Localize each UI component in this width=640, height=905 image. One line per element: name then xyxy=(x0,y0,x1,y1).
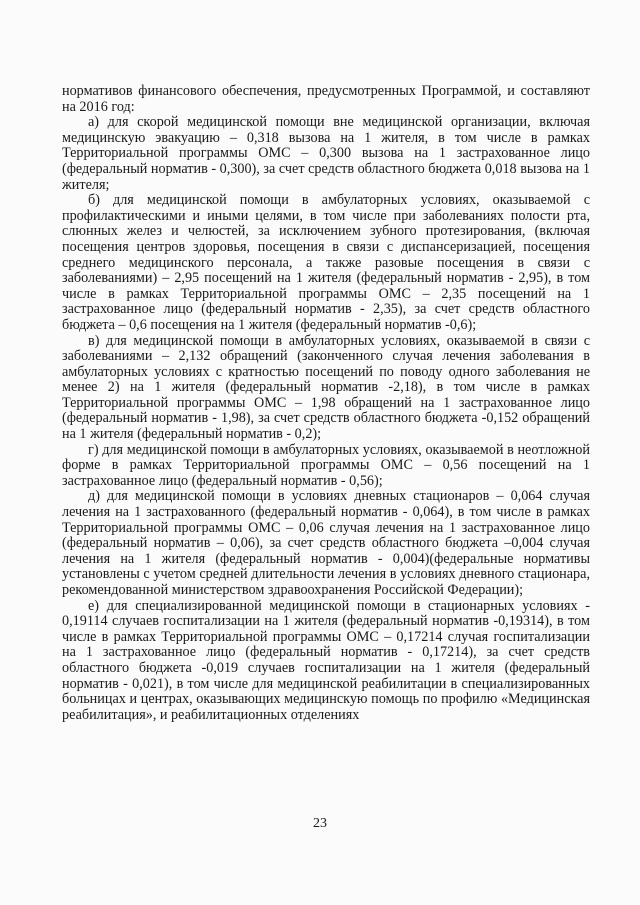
paragraph-a: а) для скорой медицинской помощи вне медицинской организации, включая медицинскую эвакуацию – 0,318 вызова на 1 жителя, в том числе в рамках Территориальной программы ОМС – 0,300 вызова на 1 застрахованное лицо (федеральный норматив - 0,300), за счет средств областного бюджета 0,018 вызова на 1 жителя; xyxy=(62,114,590,193)
paragraph-e: е) для специализированной медицинской помощи в стационарных условиях - 0,19114 случаев госпитализации на 1 жителя (федеральный норматив -0,19314), в том числе в рамках Территориальной программы ОМС – 0,17214 случая госпитализации на 1 застрахованное лицо (федеральный норматив - 0,17214), за счет средств областного бюджета -0,019 случаев госпитализации на 1 жителя (федеральный норматив - 0,021), в том числе для медицинской реабилитации в специализированных больницах и центрах, оказывающих медицинскую помощь по профилю «Медицинская реабилитация», и реабилитационных отделениях xyxy=(62,597,590,723)
paragraph-g: г) для медицинской помощи в амбулаторных условиях, оказываемой в неотложной форме в рамках Территориальной программы ОМС – 0,56 посещений на 1 застрахованное лицо (федеральный норматив - 0,56); xyxy=(62,441,590,489)
document-body xyxy=(62,84,590,723)
paragraph-v: в) для медицинской помощи в амбулаторных условиях, оказываемой в связи с заболеваниями – 2,132 обращений (законченного случая лечения заболевания в амбулаторных условиях с кратностью посещений по поводу одного заболевания не менее 2) на 1 жителя (федеральный норматив -2,18), в том числе в рамках Территориальной программы ОМС – 1,98 обращений на 1 застрахованное лицо (федеральный норматив - 1,98), за счет средств областного бюджета -0,152 обращений на 1 жителя (федеральный норматив - 0,2); xyxy=(62,332,590,443)
paragraph-b: б) для медицинской помощи в амбулаторных условиях, оказываемой с профилактическими и иными целями, в том числе при заболеваниях полости рта, слюнных желез и челюстей, за исключением зубного протезирования, (включая посещения центров здоровья, посещения в связи с диспансеризацией, посещения среднего медицинского персонала, а также разовые посещения в связи с заболеваниями) – 2,95 посещений на 1 жителя (федеральный норматив - 2,95), в том числе в рамках Территориальной программы ОМС – 2,35 посещений на 1 застрахованное лицо (федеральный норматив - 2,35), за счет средств областного бюджета – 0,6 посещения на 1 жителя (федеральный норматив -0,6); xyxy=(62,192,590,333)
paragraph-intro: нормативов финансового обеспечения, предусмотренных Программой, и составляют на 2016 год: xyxy=(62,83,590,115)
paragraph-d: д) для медицинской помощи в условиях дневных стационаров – 0,064 случая лечения на 1 застрахованного (федеральный норматив - 0,064), в том числе в рамках Территориальной программы ОМС – 0,06 случая лечения на 1 застрахованное лицо (федеральный норматив – 0,06), за счет средств областного бюджета –0,004 случая лечения на 1 жителя (федеральный норматив - 0,004)(федеральные нормативы установлены с учетом средней длительности лечения в условиях дневного стационара, рекомендованной министерством здравоохранения Российской Федерации); xyxy=(62,488,590,598)
page-number: 23 xyxy=(313,816,327,831)
